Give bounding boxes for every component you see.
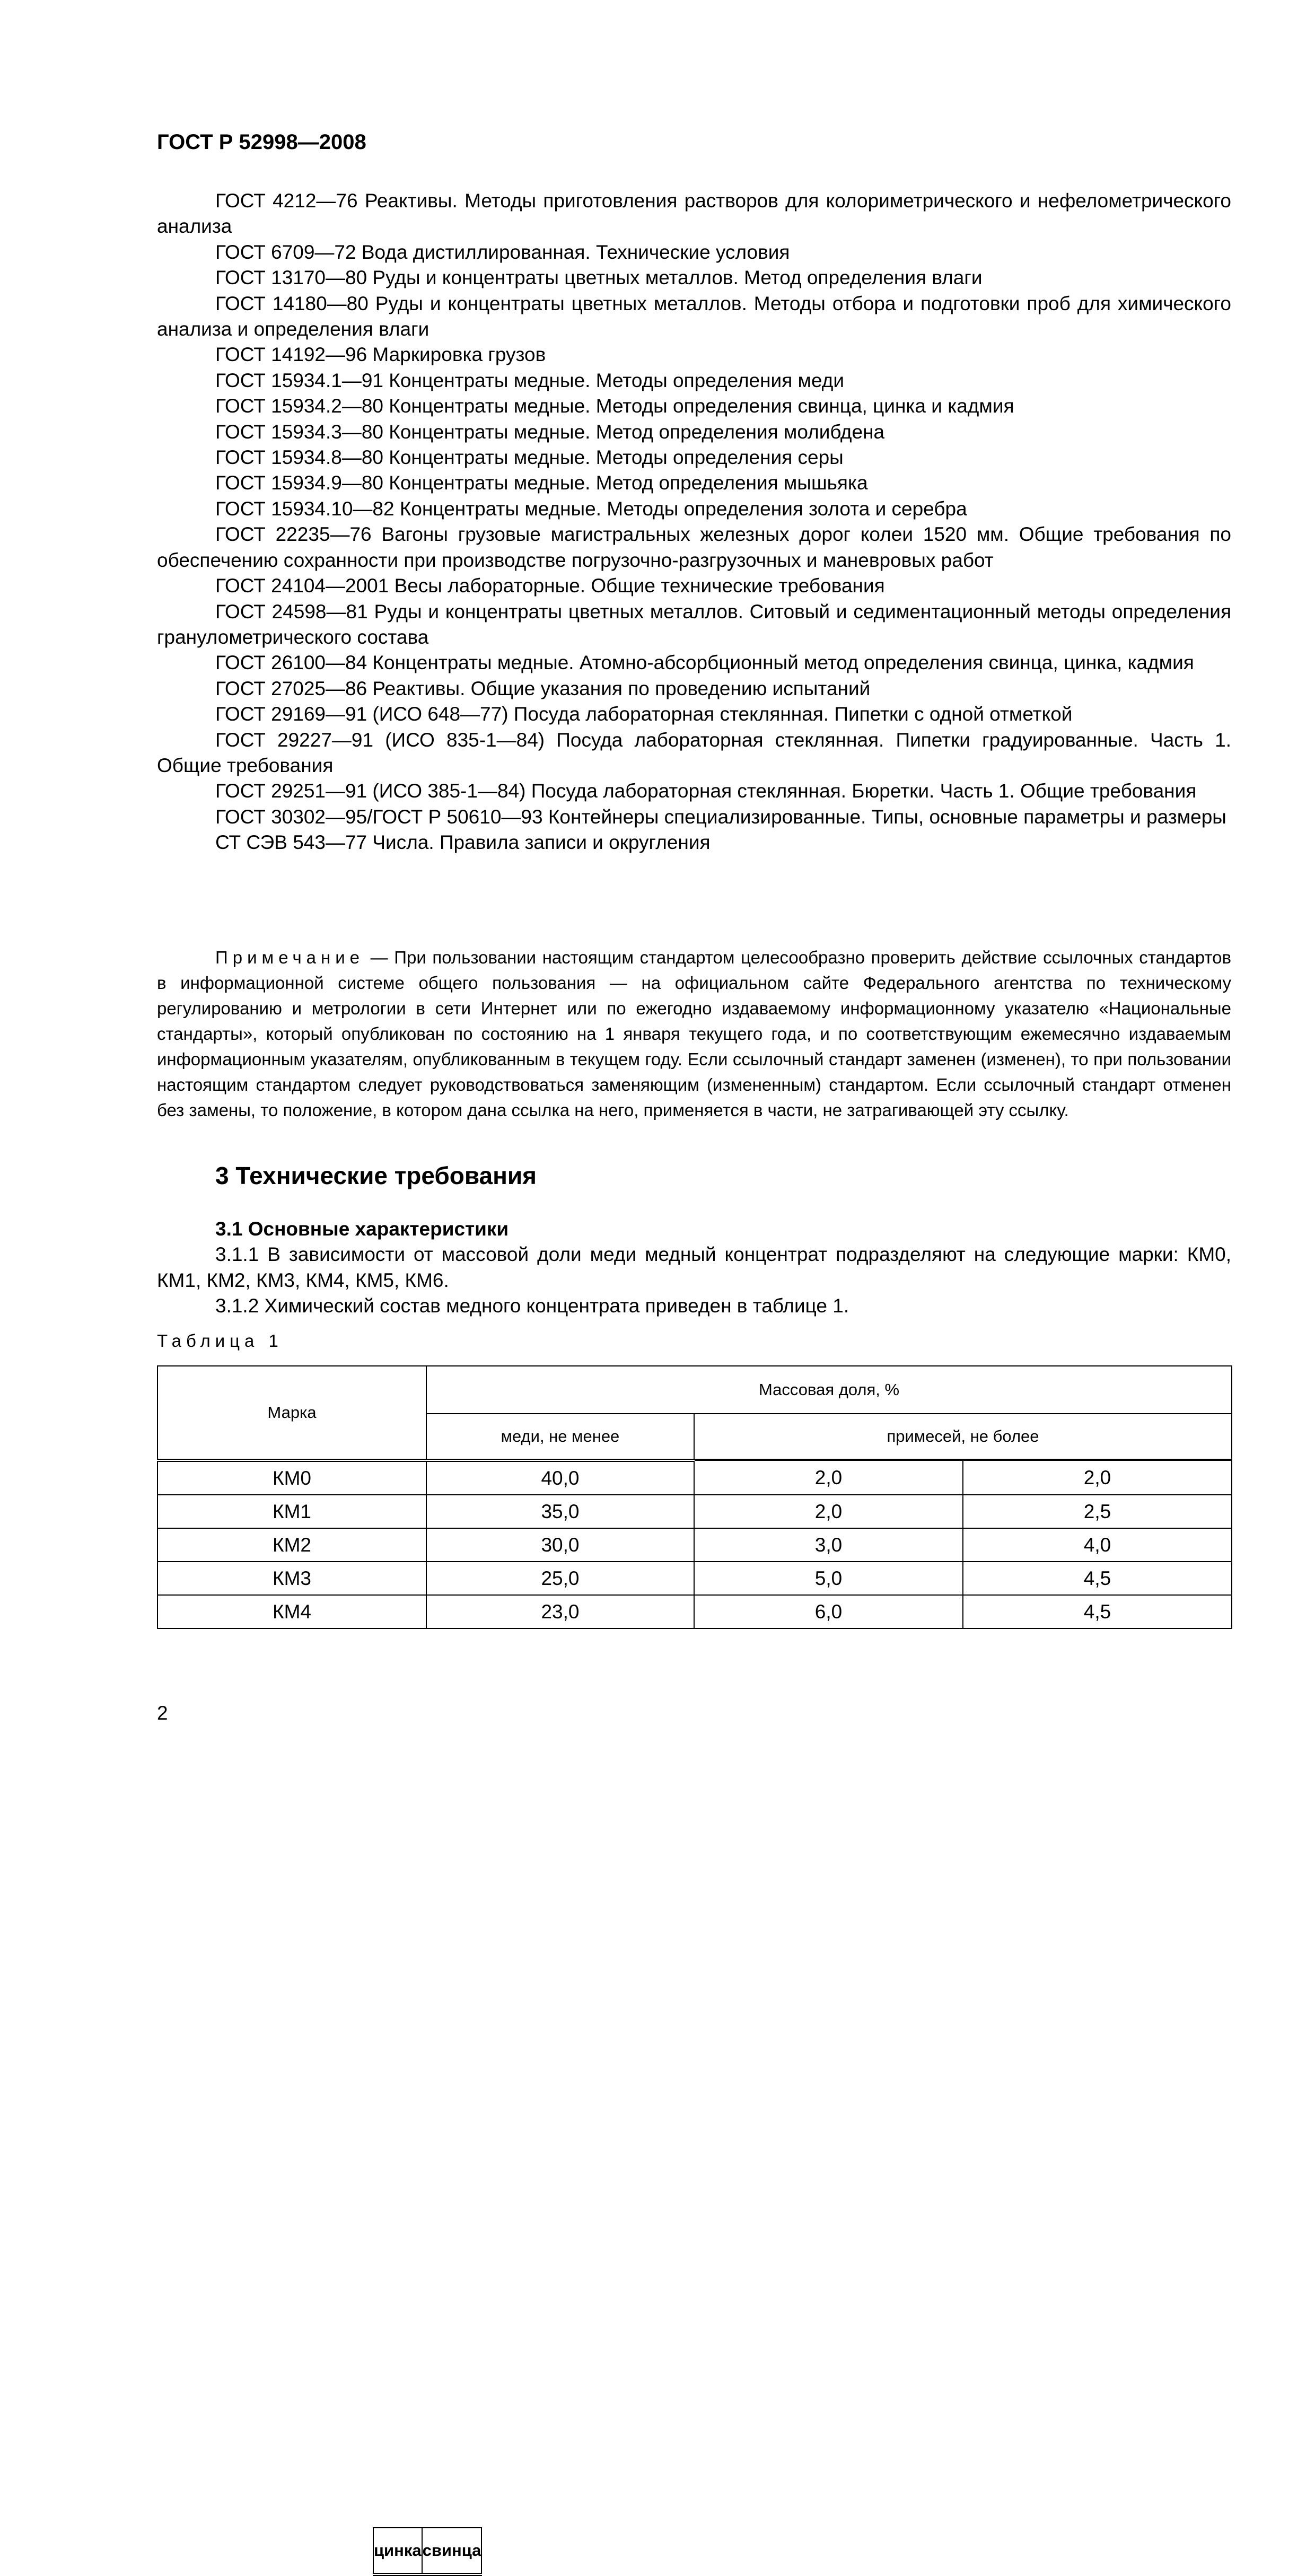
section-body <box>157 1216 1231 1319</box>
header-impurities: примесей, не более <box>694 1414 1232 1459</box>
reference-item: ГОСТ 27025—86 Реактивы. Общие указания по проведению испытаний <box>215 677 871 699</box>
reference-item: ГОСТ 4212—76 Реактивы. Методы приготовления растворов для колориметрического и нефелометрического анализа <box>157 190 1231 238</box>
normative-references <box>157 188 1231 856</box>
reference-item: ГОСТ 30302—95/ГОСТ Р 50610—93 Контейнеры специализированные. Типы, основные параметры и размеры <box>215 805 1226 828</box>
cell-zinc: 3,0 <box>694 1528 963 1562</box>
composition-table <box>157 1365 1232 2560</box>
paragraph-3-1-1: 3.1.1 В зависимости от массовой доли меди медный концентрат подразделяют на следующие марки: КМ0, КМ1, КМ2, КМ3, КМ4, КМ5, КМ6. <box>157 1243 1231 1291</box>
header-mass-fraction: Массовая доля, % <box>426 1366 1232 1414</box>
cell-lead: 4,5 <box>963 1562 1232 1595</box>
table-row <box>157 1495 1232 1528</box>
table-row <box>157 1528 1232 1562</box>
cell-lead: 2,0 <box>963 1460 1232 1495</box>
cell-lead: 2,5 <box>963 1495 1232 1528</box>
table-row <box>157 1595 1232 1628</box>
header-grade: Марка <box>157 1366 426 1460</box>
cell-zinc: 2,0 <box>694 1460 963 1495</box>
cell-grade: КМ0 <box>157 1460 426 1495</box>
cell-zinc: 5,0 <box>694 1562 963 1595</box>
section-title: 3 Технические требования <box>215 1162 537 1189</box>
reference-item: ГОСТ 24104—2001 Весы лабораторные. Общие технические требования <box>215 575 885 597</box>
reference-item: ГОСТ 14192—96 Маркировка грузов <box>215 344 546 366</box>
cell-copper: 30,0 <box>426 1528 694 1562</box>
reference-item: ГОСТ 6709—72 Вода дистиллированная. Технические условия <box>215 241 790 263</box>
paragraph-3-1-2: 3.1.2 Химический состав медного концентрата приведен в таблице 1. <box>215 1295 849 1317</box>
header-zinc: цинка <box>373 2528 422 2574</box>
reference-item: ГОСТ 15934.10—82 Концентраты медные. Методы определения золота и серебра <box>215 497 967 520</box>
reference-item: ГОСТ 24598—81 Руды и концентраты цветных металлов. Ситовый и седиментационный методы определения гранулометрического состава <box>157 600 1231 648</box>
cell-copper: 35,0 <box>426 1495 694 1528</box>
cell-copper: 25,0 <box>426 1562 694 1595</box>
note-text: — При пользовании настоящим стандартом целесообразно проверить действие ссылочных стандартов в информационной системе общего пользования — на официальном сайте Федерального агентства по техническому регулированию и метрологии в сети Интернет или по ежегодно издаваемому информационному указателю «Национальные стандарты», который опубликован по состоянию на 1 января текущего года, и по соответствующим ежемесячно издаваемым информационным указателям, опубликованным в текущем году. Если ссылочный стандарт заменен (изменен), то при пользовании настоящим стандартом следует руководствоваться заменяющим (измененным) стандартом. Если ссылочный стандарт отменен без замены, то положение, в котором дана ссылка на него, применяется в части, не затрагивающей эту ссылку. <box>157 948 1231 1120</box>
reference-item: ГОСТ 15934.9—80 Концентраты медные. Метод определения мышьяка <box>215 472 868 494</box>
reference-item: ГОСТ 29251—91 (ИСО 385-1—84) Посуда лабораторная стеклянная. Бюретки. Часть 1. Общие требования <box>215 780 1197 802</box>
cell-lead: 4,5 <box>963 1595 1232 1628</box>
table-row <box>157 1460 1232 1495</box>
header-copper: меди, не менее <box>426 1414 694 1460</box>
cell-zinc: 2,0 <box>694 1495 963 1528</box>
reference-item: ГОСТ 13170—80 Руды и концентраты цветных металлов. Метод определения влаги <box>215 267 983 289</box>
cell-grade: КМ4 <box>157 1595 426 1628</box>
cell-copper: 23,0 <box>426 1595 694 1628</box>
page-number: 2 <box>157 1702 168 1724</box>
cell-lead: 4,0 <box>963 1528 1232 1562</box>
reference-item: СТ СЭВ 543—77 Числа. Правила записи и округления <box>215 831 711 854</box>
reference-item: ГОСТ 26100—84 Концентраты медные. Атомно-абсорбционный метод определения свинца, цинка, кадмия <box>215 652 1194 674</box>
header-lead: свинца <box>422 2528 482 2574</box>
reference-item: ГОСТ 15934.1—91 Концентраты медные. Методы определения меди <box>215 369 844 391</box>
cell-zinc: 6,0 <box>694 1595 963 1628</box>
reference-item: ГОСТ 22235—76 Вагоны грузовые магистральных железных дорог колеи 1520 мм. Общие требования по обеспечению сохранности при производстве погрузочно-разгрузочных и маневровых работ <box>157 523 1231 571</box>
reference-item: ГОСТ 14180—80 Руды и концентраты цветных металлов. Методы отбора и подготовки проб для химического анализа и определения влаги <box>157 292 1231 340</box>
reference-item: ГОСТ 29169—91 (ИСО 648—77) Посуда лабораторная стеклянная. Пипетки с одной отметкой <box>215 703 1073 725</box>
table-row <box>157 1562 1232 1595</box>
note <box>157 945 1231 1123</box>
document-header: ГОСТ Р 52998—2008 <box>157 130 366 154</box>
reference-item: ГОСТ 15934.3—80 Концентраты медные. Метод определения молибдена <box>215 420 885 443</box>
reference-item: ГОСТ 15934.2—80 Концентраты медные. Методы определения свинца, цинка и кадмия <box>215 395 1014 417</box>
cell-copper: 40,0 <box>426 1460 694 1495</box>
cell-grade: КМ1 <box>157 1495 426 1528</box>
subsection-title: 3.1 Основные характеристики <box>215 1218 509 1240</box>
reference-item: ГОСТ 15934.8—80 Концентраты медные. Методы определения серы <box>215 446 844 469</box>
table-caption: Таблица 1 <box>157 1331 283 1351</box>
reference-item: ГОСТ 29227—91 (ИСО 835-1—84) Посуда лабораторная стеклянная. Пипетки градуированные. Часть 1. Общие требования <box>157 729 1231 776</box>
note-label: Примечание <box>215 948 365 967</box>
cell-grade: КМ3 <box>157 1562 426 1595</box>
cell-grade: КМ2 <box>157 1528 426 1562</box>
